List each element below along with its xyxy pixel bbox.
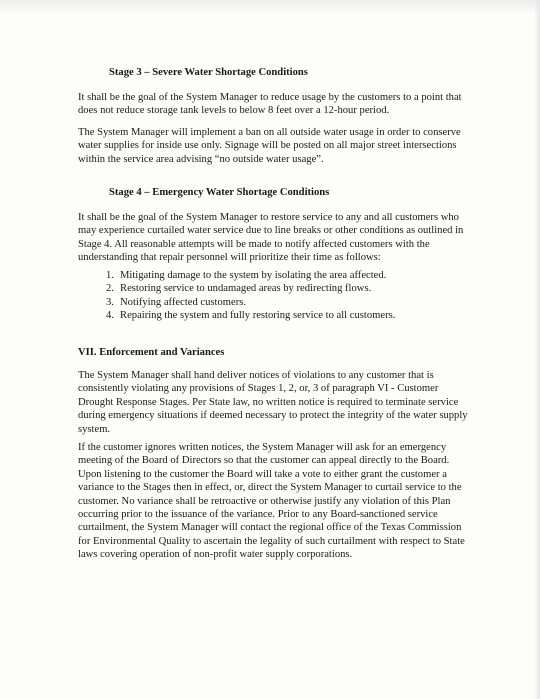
list-item-number: 4.	[106, 310, 114, 322]
list-item	[106, 296, 395, 309]
list-item-text: Mitigating damage to the system by isolating the area affected.	[120, 270, 387, 281]
stage3-heading: Stage 3 – Severe Water Shortage Conditions	[109, 67, 308, 78]
list-item-text: Notifying affected customers.	[120, 296, 247, 308]
stage4-heading: Stage 4 – Emergency Water Shortage Conditions	[109, 187, 330, 198]
list-item-text: Repairing the system and fully restoring service to all customers.	[120, 310, 396, 322]
list-item	[106, 269, 395, 282]
list-item-text: Restoring service to undamaged areas by redirecting flows.	[120, 283, 372, 295]
stage3-paragraph-ban: The System Manager will implement a ban on all outside water usage in order to conserve water supplies for inside use only. Signage will be posted on all major street intersections within the service area advising “no outside water usage”.	[78, 127, 461, 165]
scan-shadow-top	[0, 0, 540, 14]
list-item	[106, 309, 395, 322]
list-item-number: 2.	[106, 283, 114, 295]
scan-shadow-right	[534, 0, 540, 699]
list-item	[106, 282, 395, 295]
section7-paragraph-notices: The System Manager shall hand deliver notices of violations to any customer that is consistently violating any provisions of Stages 1, 2, or, 3 of paragraph VI - Customer Drought Response Stages. Per State law, no written notice is required to terminate service during emergency situations if deemed necessary to protect the integrity of the water supply system.	[78, 370, 468, 435]
section7-paragraph-variances: If the customer ignores written notices, the System Manager will ask for an emergency meeting of the Board of Directors so that the customer can appeal directly to the Board. Upon listening to the customer the Board will take a vote to either grant the customer a variance to the Stages then in effect, or, direct the System Manager to curtail service to the customer. No variance shall be retroactive or otherwise justify any violation of this Plan occurring prior to the issuance of the variance. Prior to any Board-sanctioned service curtailment, the System Manager will contact the regional office of the Texas Commission for Environmental Quality to ascertain the legality of such curtailment with respect to State laws covering operation of non-profit water supply corporations.	[78, 442, 465, 561]
section7-heading: VII. Enforcement and Variances	[78, 347, 225, 358]
priority-list	[106, 269, 395, 323]
stage4-paragraph-goal: It shall be the goal of the System Manager to restore service to any and all customers who may experience curtailed water service due to line breaks or other conditions as outlined in Stage 4. All reasonable attempts will be made to notify affected customers with the understanding that repair personnel will prioritize their time as follows:	[78, 212, 464, 264]
list-item-number: 1.	[106, 270, 114, 281]
stage3-paragraph-goal: It shall be the goal of the System Manager to reduce usage by the customers to a point that does not reduce storage tank levels to below 8 feet over a 12-hour period.	[78, 92, 462, 117]
list-item-number: 3.	[106, 296, 114, 308]
